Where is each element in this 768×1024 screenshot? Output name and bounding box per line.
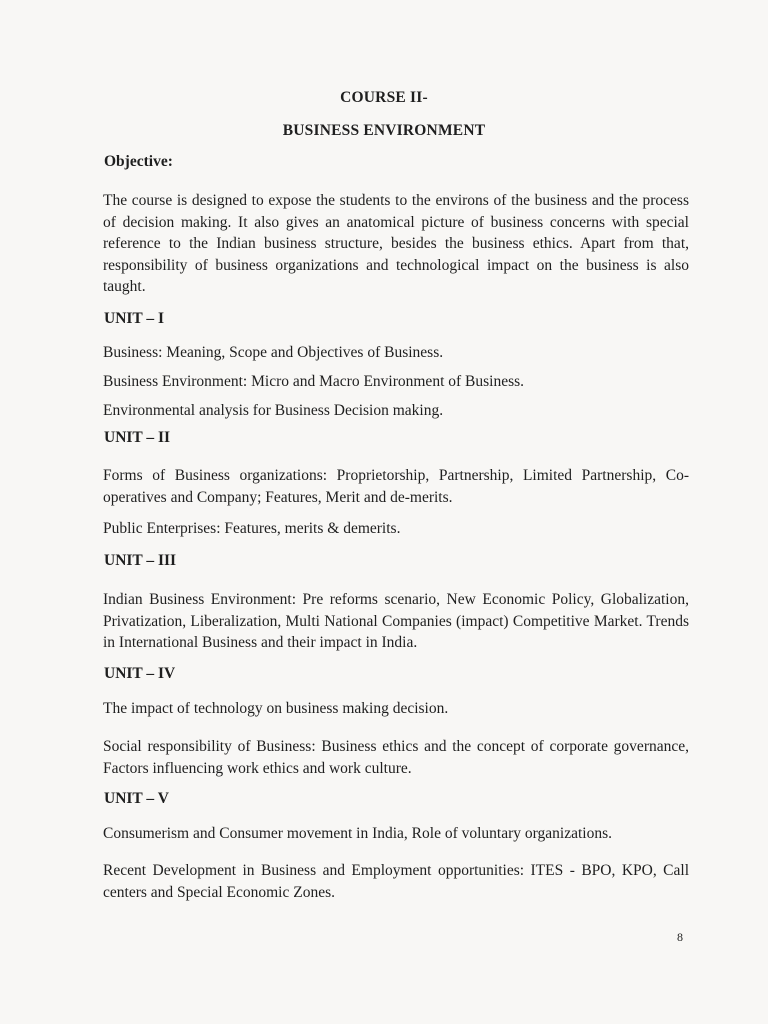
unit-2-heading: UNIT – II bbox=[104, 429, 171, 446]
unit-2-item-1: Forms of Business organizations: Proprietorship, Partnership, Limited Partnership, Co-operatives and Company; Features, Merit and de-merits. bbox=[103, 467, 689, 506]
unit-5-heading: UNIT – V bbox=[104, 790, 169, 807]
unit-4-item-1: The impact of technology on business making decision. bbox=[103, 700, 449, 717]
subject-title: BUSINESS ENVIRONMENT bbox=[282, 122, 486, 139]
unit-5-item-1: Consumerism and Consumer movement in India, Role of voluntary organizations. bbox=[103, 825, 612, 842]
unit-4-heading: UNIT – IV bbox=[104, 665, 176, 682]
objective-text: The course is designed to expose the students to the environs of the business and the process of decision making. It also gives an anatomical picture of business concerns with special reference to the Indian business structure, besides the business ethics. Apart from that, responsibility of business organizations and technological impact on the business is also taught. bbox=[103, 192, 689, 295]
unit-3-item-1: Indian Business Environment: Pre reforms scenario, New Economic Policy, Globalization, Privatization, Liberalization, Multi National Companies (impact) Competitive Market. Trends in International Business and their impact in India. bbox=[103, 591, 689, 651]
unit-1-heading: UNIT – I bbox=[104, 310, 165, 327]
unit-2-item-2: Public Enterprises: Features, merits & demerits. bbox=[103, 520, 401, 537]
unit-1-item-3: Environmental analysis for Business Decision making. bbox=[103, 402, 444, 419]
unit-5-item-2: Recent Development in Business and Employment opportunities: ITES - BPO, KPO, Call centers and Special Economic Zones. bbox=[103, 862, 689, 901]
unit-3-heading: UNIT – III bbox=[104, 552, 177, 569]
unit-1-item-1: Business: Meaning, Scope and Objectives of Business. bbox=[103, 344, 444, 361]
unit-1-item-2: Business Environment: Micro and Macro Environment of Business. bbox=[103, 373, 525, 390]
page-number: 8 bbox=[677, 930, 683, 944]
unit-4-item-2: Social responsibility of Business: Business ethics and the concept of corporate governance, Factors influencing work ethics and work culture. bbox=[103, 738, 689, 777]
objective-heading: Objective: bbox=[104, 153, 173, 170]
course-title: COURSE II- bbox=[340, 89, 428, 106]
